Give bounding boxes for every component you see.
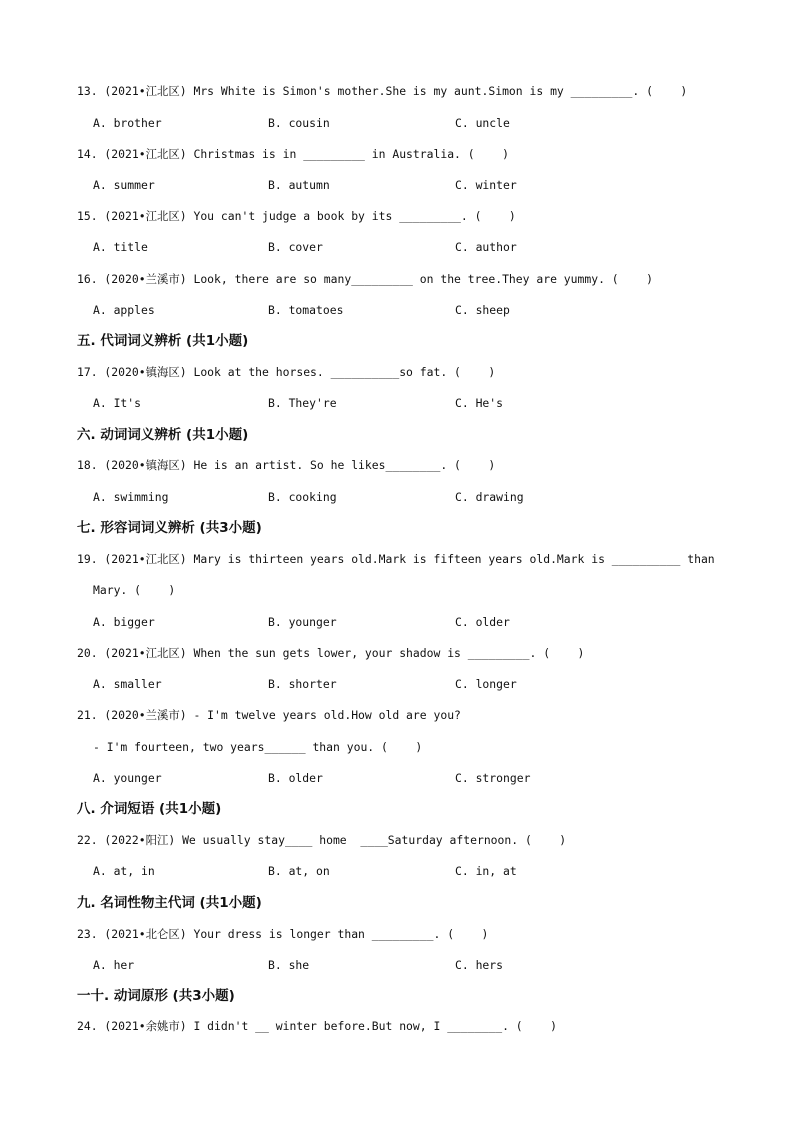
question-19-options <box>93 612 743 632</box>
section-heading-10: 一十. 动词原形 (共3小题) <box>77 988 235 1004</box>
question-20-options <box>93 674 743 694</box>
q16-option-a: A. apples <box>93 303 155 317</box>
question-15-stem: 15. (2021•江北区) You can't judge a book by its _________. ( ) <box>77 209 516 223</box>
q23-option-b: B. she <box>268 958 310 972</box>
q15-option-a: A. title <box>93 240 148 254</box>
question-16-options <box>93 300 743 320</box>
section-heading-9: 九. 名词性物主代词 (共1小题) <box>77 895 262 911</box>
question-14-stem: 14. (2021•江北区) Christmas is in _________ in Australia. ( ) <box>77 147 509 161</box>
q15-option-b: B. cover <box>268 240 323 254</box>
q21-option-b: B. older <box>268 771 323 785</box>
section-heading-5: 五. 代词词义辨析 (共1小题) <box>77 333 249 349</box>
question-18-stem: 18. (2020•镇海区) He is an artist. So he likes________. ( ) <box>77 458 496 472</box>
question-22-options <box>93 861 743 881</box>
q20-option-c: C. longer <box>455 677 517 691</box>
question-21-stem: 21. (2020•兰溪市) - I'm twelve years old.How old are you? <box>77 708 461 722</box>
question-16-stem: 16. (2020•兰溪市) Look, there are so many_________ on the tree.They are yummy. ( ) <box>77 272 653 286</box>
question-13-stem: 13. (2021•江北区) Mrs White is Simon's mother.She is my aunt.Simon is my _________. ( ) <box>77 84 688 98</box>
q22-option-b: B. at, on <box>268 864 330 878</box>
q14-option-c: C. winter <box>455 178 517 192</box>
q23-option-a: A. her <box>93 958 135 972</box>
q13-option-a: A. brother <box>93 116 162 130</box>
q19-option-a: A. bigger <box>93 615 155 629</box>
q13-option-b: B. cousin <box>268 116 330 130</box>
q18-option-a: A. swimming <box>93 490 169 504</box>
q21-option-a: A. younger <box>93 771 162 785</box>
q13-option-c: C. uncle <box>455 116 510 130</box>
q16-option-b: B. tomatoes <box>268 303 344 317</box>
q17-option-b: B. They're <box>268 396 337 410</box>
q20-option-a: A. smaller <box>93 677 162 691</box>
question-21-stem-cont: - I'm fourteen, two years______ than you. ( ) <box>93 740 423 754</box>
q19-option-b: B. younger <box>268 615 337 629</box>
question-19-stem-cont: Mary. ( ) <box>93 583 176 597</box>
q16-option-c: C. sheep <box>455 303 510 317</box>
question-23-stem: 23. (2021•北仑区) Your dress is longer than _________. ( ) <box>77 927 489 941</box>
section-heading-8: 八. 介词短语 (共1小题) <box>77 801 222 817</box>
q17-option-a: A. It's <box>93 396 142 410</box>
question-17-stem: 17. (2020•镇海区) Look at the horses. __________so fat. ( ) <box>77 365 496 379</box>
q14-option-b: B. autumn <box>268 178 330 192</box>
question-21-options <box>93 768 743 788</box>
section-heading-7: 七. 形容词词义辨析 (共3小题) <box>77 520 262 536</box>
question-17-options <box>93 393 743 413</box>
q14-option-a: A. summer <box>93 178 155 192</box>
question-15-options <box>93 237 743 257</box>
question-20-stem: 20. (2021•江北区) When the sun gets lower, your shadow is _________. ( ) <box>77 646 585 660</box>
q17-option-c: C. He's <box>455 396 504 410</box>
q23-option-c: C. hers <box>455 958 504 972</box>
question-18-options <box>93 487 743 507</box>
section-heading-6: 六. 动词词义辨析 (共1小题) <box>77 427 249 443</box>
q22-option-a: A. at, in <box>93 864 155 878</box>
q21-option-c: C. stronger <box>455 771 531 785</box>
q18-option-c: C. drawing <box>455 490 524 504</box>
q18-option-b: B. cooking <box>268 490 337 504</box>
question-23-options <box>93 955 743 975</box>
question-22-stem: 22. (2022•阳江) We usually stay____ home ____Saturday afternoon. ( ) <box>77 833 567 847</box>
q15-option-c: C. author <box>455 240 517 254</box>
q20-option-b: B. shorter <box>268 677 337 691</box>
q22-option-c: C. in, at <box>455 864 517 878</box>
question-24-stem: 24. (2021•余姚市) I didn't __ winter before.But now, I ________. ( ) <box>77 1019 557 1033</box>
question-14-options <box>93 175 743 195</box>
q19-option-c: C. older <box>455 615 510 629</box>
question-13-options <box>93 113 743 133</box>
question-19-stem: 19. (2021•江北区) Mary is thirteen years old.Mark is fifteen years old.Mark is __________ than <box>77 552 715 566</box>
